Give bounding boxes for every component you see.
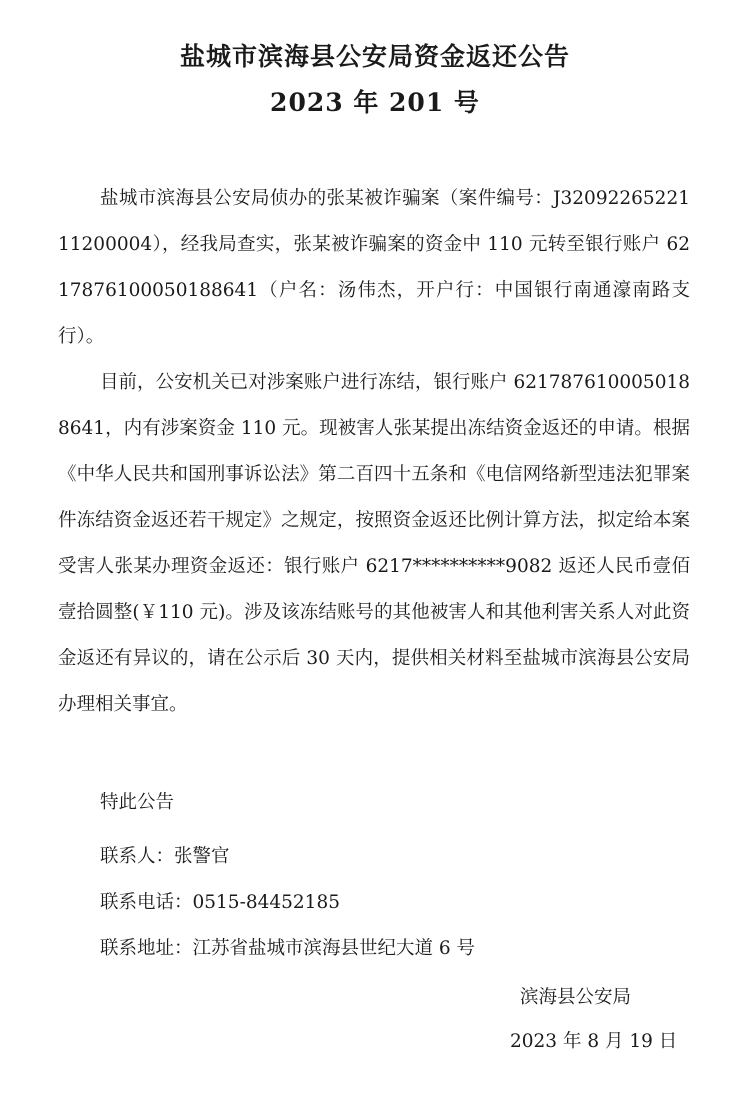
paragraph-case-details: 盐城市滨海县公安局侦办的张某被诈骗案（案件编号：J3209226522111200004），经我局查实，张某被诈骗案的资金中 110 元转至银行账户 6217876100050188641（户名：汤伟杰，开户行：中国银行南通濠南路支行）。 xyxy=(58,188,690,347)
contact-person: 联系人：张警官 xyxy=(100,846,230,867)
notice-title: 盐城市滨海县公安局资金返还公告 xyxy=(179,42,570,71)
contact-address: 联系地址：江苏省盐城市滨海县世纪大道 6 号 xyxy=(100,938,476,959)
closing-statement: 特此公告 xyxy=(100,792,175,813)
issue-date: 2023 年 8 月 19 日 xyxy=(510,1031,678,1052)
contact-phone: 联系电话：0515-84452185 xyxy=(100,892,340,913)
issuing-authority: 滨海县公安局 xyxy=(520,987,632,1008)
notice-number: 2023 年 201 号 xyxy=(270,88,480,117)
paragraph-refund-details: 目前，公安机关已对涉案账户进行冻结，银行账户 6217876100050188641，内有涉案资金 110 元。现被害人张某提出冻结资金返还的申请。根据《中华人民共和国刑事诉讼法》第二百四十五条和《电信网络新型违法犯罪案件冻结资金返还若干规定》之规定，按照资金返还比例计算方法，拟定给本案受害人张某办理资金返还：银行账户 6217**********9082 返还人民币壹佰壹拾圆整(￥110 元)。涉及该冻结账号的其他被害人和其他利害关系人对此资金返还有异议的，请在公示后 30 天内，提供相关材料至盐城市滨海县公安局办理相关事宜。 xyxy=(58,372,690,715)
